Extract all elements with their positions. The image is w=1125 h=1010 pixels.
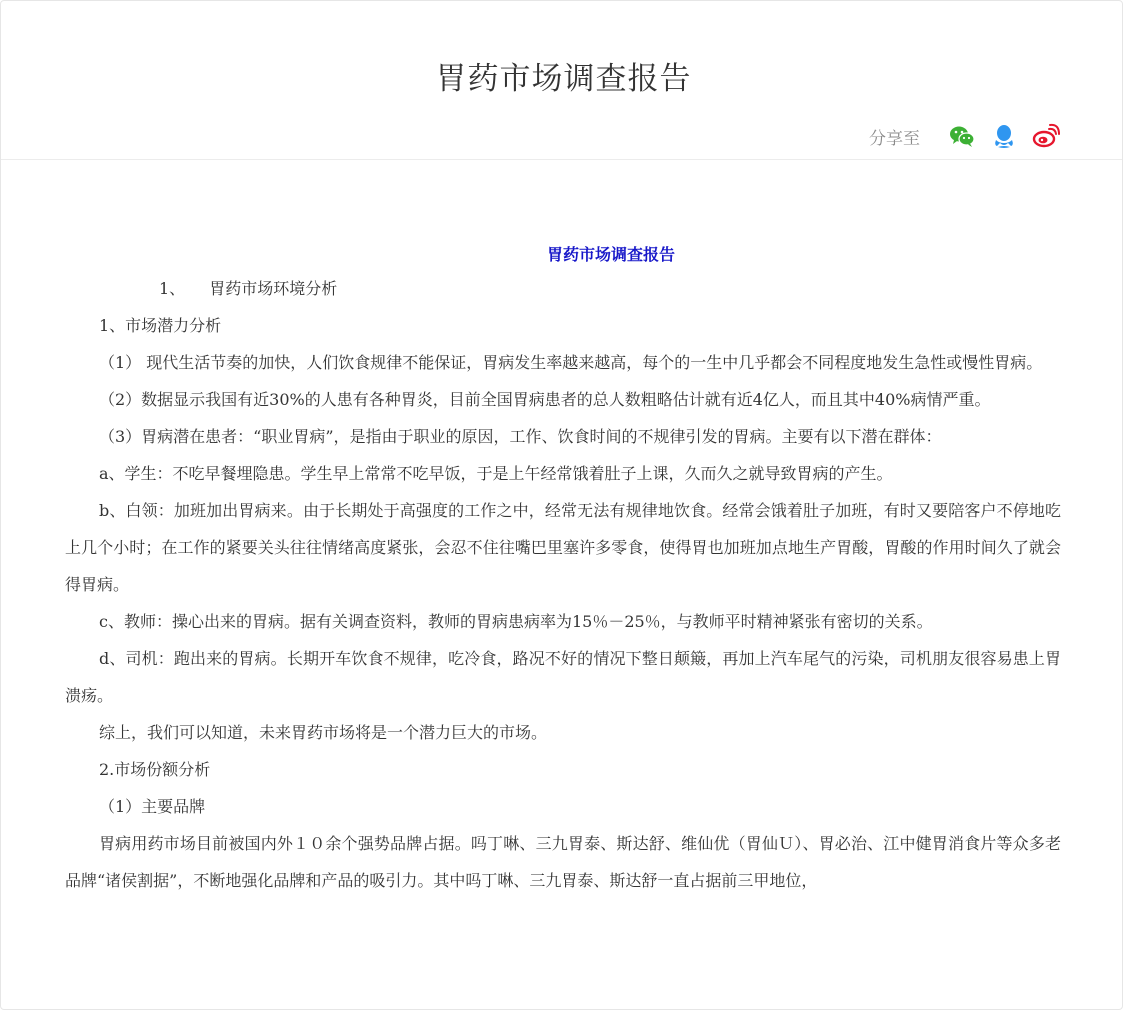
- section-label: 胃药市场环境分析: [209, 279, 338, 298]
- share-bar: [869, 122, 1060, 150]
- wechat-icon[interactable]: [948, 122, 976, 150]
- article-body: [65, 240, 1061, 899]
- page-header: [1, 1, 1122, 160]
- paragraph: 综上，我们可以知道，未来胃药市场将是一个潜力巨大的市场。: [99, 723, 548, 742]
- section-number: 1、: [159, 279, 186, 298]
- section-heading: [65, 270, 1061, 307]
- paragraph: 2.市场份额分析: [99, 760, 211, 779]
- paragraph: （2）数据显示我国有近30%的人患有各种胃炎，目前全国胃病患者的总人数粗略估计就有近4亿人，而且其中40%病情严重。: [99, 390, 991, 409]
- paragraph: c、教师：操心出来的胃病。据有关调查资料，教师的胃病患病率为15％－25％，与教师平时精神紧张有密切的关系。: [99, 612, 933, 631]
- paragraph: （1） 现代生活节奏的加快，人们饮食规律不能保证，胃病发生率越来越高，每个的一生中几乎都会不同程度地发生急性或慢性胃病。: [99, 353, 1043, 372]
- share-label: 分享至: [869, 128, 920, 149]
- paragraph: d、司机：跑出来的胃病。长期开车饮食不规律，吃冷食，路况不好的情况下整日颠簸，再加上汽车尾气的污染，司机朋友很容易患上胃溃疡。: [65, 649, 1061, 705]
- paragraph: 1、市场潜力分析: [99, 316, 222, 335]
- paragraph: b、白领：加班加出胃病来。由于长期处于高强度的工作之中，经常无法有规律地饮食。经常会饿着肚子加班，有时又要陪客户不停地吃上几个小时；在工作的紧要关头往往情绪高度紧张，会忍不住往嘴巴里塞许多零食，使得胃也加班加点地生产胃酸，胃酸的作用时间久了就会得胃病。: [65, 501, 1061, 594]
- paragraph: 胃病用药市场目前被国内外１０余个强势品牌占据。吗丁啉、三九胃泰、斯达舒、维仙优（胃仙Ｕ）、胃必治、江中健胃消食片等众多老品牌“诸侯割据”，不断地强化品牌和产品的吸引力。其中吗丁啉、三九胃泰、斯达舒一直占据前三甲地位，: [65, 834, 1061, 890]
- paragraph: a、学生：不吃早餐埋隐患。学生早上常常不吃早饭，于是上午经常饿着肚子上课，久而久之就导致胃病的产生。: [99, 464, 893, 483]
- paragraph: （3）胃病潜在患者：“职业胃病”，是指由于职业的原因，工作、饮食时间的不规律引发的胃病。主要有以下潜在群体：: [99, 427, 942, 446]
- article-title: 胃药市场调查报告: [546, 245, 675, 264]
- paragraph: （1）主要品牌: [99, 797, 206, 816]
- qq-icon[interactable]: [990, 122, 1018, 150]
- weibo-icon[interactable]: [1032, 122, 1060, 150]
- page-title: 胃药市场调查报告: [435, 61, 692, 97]
